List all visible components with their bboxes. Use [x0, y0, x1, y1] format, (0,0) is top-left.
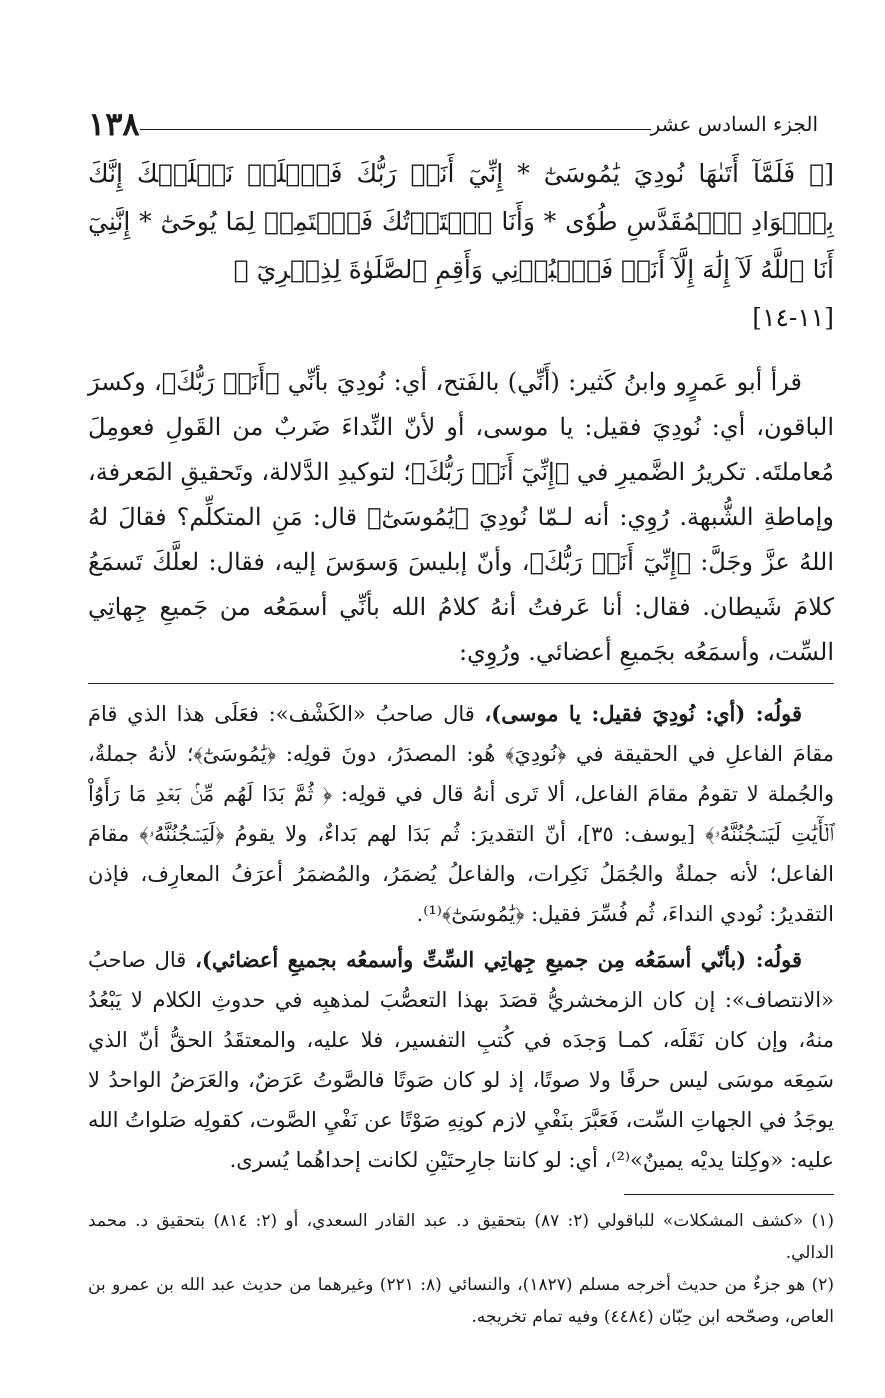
- gloss-paragraph-1: [88, 694, 834, 934]
- verse-reference: [١١-١٤]: [752, 303, 834, 332]
- gloss-lead-1: قولُه: (أي: نُودِيَ فقيل: يا موسى)،: [484, 701, 802, 726]
- footnote-1: (١) «كشف المشكلات» للباقولي (٢: ٨٧) بتحقيق د. عبد القادر السعدي، أو (٢: ٨١٤) بتحقيق د. محمد الدالي.: [88, 1211, 834, 1263]
- page: [88, 105, 834, 1333]
- gloss-paragraph-2: [88, 940, 834, 1180]
- quran-verse-block: [88, 150, 834, 342]
- gloss-text-2: قال صاحبُ «الانتصاف»: إن كان الزمخشريُّ قصَدَ بهذا التعصُّبَ لمذهبِه في حدوثِ الكلام لا يَبْعُدُ منهُ، وإن كان نَقَلَه، كمـا وَجدَه في كُتبِ التفسير، فلا عليه، والمعتقَدُ الحقُّ أنّ الذي سَمِعَه موسَى ليس حرفًا ولا صوتًا، إذ لو كان صَوتًا فالصَّوتُ عَرَضٌ، والعَرَضُ الواحدُ لا يوجَدُ في الجهاتِ السِّت، فَعَبَّرَ بنَفْيِ لازم كونِهِ صَوْتًا عن نَفْيِ الصَّوت، كقولِه صَلواتُ الله عليه: «وكِلتا يديْه يمينٌ»⁽²⁾، أي: لو كانتا جارِحتَيْنِ لكانت إحداهُما يُسرى.: [88, 948, 834, 1172]
- page-number: ١٣٨: [88, 105, 140, 143]
- running-title: الجزء السادس عشر: [650, 112, 818, 136]
- footnote-2: (٢) هو جزءٌ من حديث أخرجه مسلم (١٨٢٧)، والنسائي (٨: ٢٢١) وغيرهما من حديث عبد الله بن عمرو بن العاص، وصحّحه ابن حِبّان (٤٤٨٤) وفيه تمام تخريجه.: [88, 1275, 834, 1327]
- quran-verse-text: [﴿ فَلَمَّآ أَتَىٰهَا نُودِيَ يَٰمُوسَىٰٓ * إِنِّيٓ أَنَا۠ رَبُّكَ فَٱخۡلَعۡ نَعۡلَيۡكَ إِنَّكَ بِٱلۡوَادِ ٱلۡمُقَدَّسِ طُوٗى * وَأَنَا ٱخۡتَرۡتُكَ فَٱسۡتَمِعۡ لِمَا يُوحَىٰٓ * إِنَّنِيٓ أَنَا ٱللَّهُ لَآ إِلَٰهَ إِلَّآ أَنَا۠ فَٱعۡبُدۡنِي وَأَقِمِ ٱلصَّلَوٰةَ لِذِكۡرِيٓ ﴾: [88, 159, 834, 284]
- main-paragraph: قرأ أبو عَمرٍو وابنُ كَثير: (أَنِّي) بالفَتح، أي: نُودِيَ بأنِّي ﴿أَنَا۠ رَبُّكَ﴾، وكسرَ الباقون، أي: نُودِيَ فقيل: يا موسى، أو لأنّ النِّداءَ ضَربٌ من القَولِ فعومِلَ مُعاملتَه. تكريرُ الضَّميرِ في ﴿إِنِّيٓ أَنَا۠ رَبُّكَ﴾؛ لتوكيدِ الدَّلالة، وتَحقيقِ المَعرفة، وإماطةِ الشُّبهة. رُوِي: أنه لـمّا نُودِيَ ﴿يَٰمُوسَىٰٓ﴾ قال: مَنِ المتكلِّم؟ فقالَ لهُ اللهُ عزَّ وجَلَّ: ﴿إِنِّيٓ أَنَا۠ رَبُّكَ﴾، وأنّ إبليسَ وَسوَسَ إليه، فقال: لعلَّكَ تَسمَعُ كلامَ شَيطان. فقال: أنا عَرفتُ أنهُ كلامُ الله بأنِّي أسمَعُه من جَميعِ جِهاتِي السِّت، وأسمَعُه بجَميعِ أعضائي. ورُوِي:: [88, 368, 834, 666]
- header-rule: [140, 129, 651, 130]
- gloss-section: [88, 694, 834, 1180]
- footnote-rule: [624, 1194, 834, 1195]
- gloss-lead-2: قولُه: (بأنّي أسمَعُه مِن جميعِ جِهاتِي السِّتِّ وأسمعُه بجميعِ أعضائي)،: [195, 947, 802, 972]
- footnotes: [88, 1205, 834, 1333]
- main-commentary: [88, 360, 834, 675]
- gloss-text-1: قال صاحبُ «الكَشْف»: فعَلَى هذا الذي قامَ مقامَ الفاعلِ في الحقيقة في ﴿نُودِيَ﴾ هُو: المصدَرُ، دونَ قولِه: ﴿يَٰمُوسَىٰٓ﴾؛ لأنهُ جملةٌ، والجُملة لا تقومُ مقامَ الفاعل، ألا تَرى أنهُ قال في قولِه: ﴿ ثُمَّ بَدَا لَهُم مِّنۢ بَعۡدِ مَا رَأَوُاْ ٱلۡأٓيَٰتِ لَيَسۡجُنُنَّهُۥ﴾ [يوسف: ٣٥]، أنّ التقديرَ: ثُم بَدَا لهم بَداءٌ، ولا يقومُ ﴿لَيَسۡجُنُنَّهُۥ﴾ مقامَ الفاعل؛ لأنه جملةٌ والجُمَلُ نَكِرات، والفاعلُ يُضمَرُ، والمُضمَرُ أعرَفُ المعارِف، فإذن التقديرُ: نُودي النداءَ، ثُم فُسِّرَ فقيل: ﴿يَٰمُوسَىٰٓ﴾⁽¹⁾.: [88, 702, 834, 926]
- page-header: [88, 105, 834, 143]
- section-divider: [88, 683, 834, 684]
